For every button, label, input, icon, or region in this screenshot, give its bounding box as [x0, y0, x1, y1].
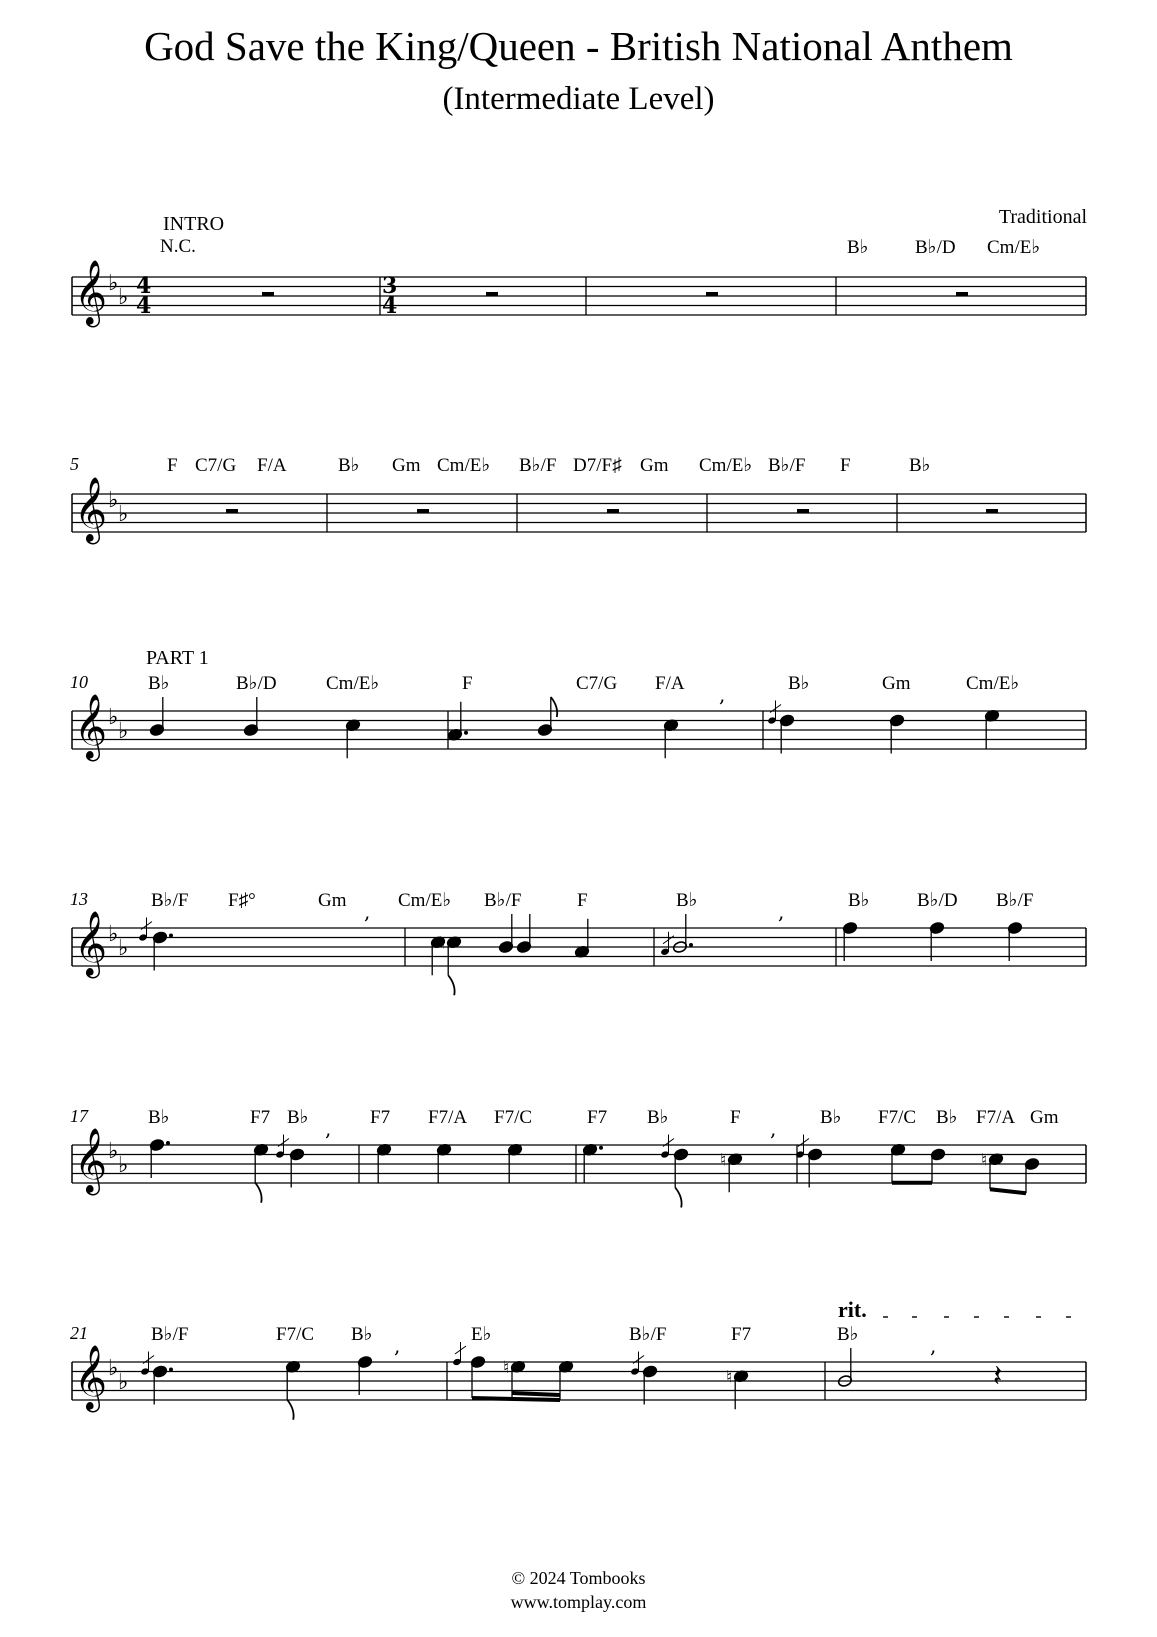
flat-icon: ♭	[108, 705, 119, 730]
ritardando-marker: rit.	[838, 1297, 867, 1322]
treble-clef-icon: 𝄞	[74, 1345, 108, 1410]
flat-icon: ♭	[118, 936, 129, 961]
chord-symbol: F	[577, 890, 588, 911]
flat-icon: ♭	[118, 719, 129, 744]
note-flag	[287, 1400, 293, 1420]
chord-symbol: B♭/F	[768, 455, 806, 476]
chord-symbol: B♭/D	[917, 890, 958, 911]
natural-icon: ♮	[726, 1367, 733, 1388]
whole-rest-icon	[986, 509, 998, 513]
chord-symbol: B♭	[351, 1324, 373, 1345]
chord-symbol: B♭	[820, 1107, 842, 1128]
measure-number: 17	[70, 1106, 88, 1126]
natural-icon: ♮	[720, 1150, 727, 1171]
dot	[169, 1368, 173, 1372]
breath-mark: ,	[770, 1116, 777, 1141]
breath-mark: ,	[394, 1333, 401, 1358]
chord-symbol: B♭	[647, 1107, 669, 1128]
chord-symbol: F7/A	[428, 1107, 468, 1128]
chord-symbol: B♭	[338, 455, 360, 476]
dot	[599, 1146, 603, 1150]
chord-symbol: Cm/E♭	[398, 890, 452, 911]
dot	[464, 731, 468, 735]
chord-symbol: C7/G	[576, 673, 618, 694]
treble-clef-icon: 𝄞	[74, 477, 108, 542]
chord-symbol: B♭/F	[519, 455, 557, 476]
flat-icon: ♭	[118, 502, 129, 527]
chord-symbol: Gm	[318, 890, 347, 911]
whole-rest-icon	[956, 292, 968, 296]
treble-clef-icon: 𝄞	[74, 1128, 108, 1193]
flat-icon: ♭	[108, 488, 119, 513]
chord-symbol: Cm/E♭	[987, 237, 1041, 258]
intro-marker: INTRO	[163, 213, 225, 235]
chord-symbol: E♭	[471, 1324, 492, 1345]
whole-rest-icon	[706, 292, 718, 296]
chord-symbol: F	[840, 455, 851, 476]
breath-mark: ,	[778, 899, 785, 924]
breath-mark: ,	[325, 1116, 332, 1141]
chord-symbol: F7	[587, 1107, 608, 1128]
breath-mark: ,	[719, 682, 726, 707]
chord-symbol: Gm	[640, 455, 669, 476]
chord-symbol: Cm/E♭	[326, 673, 380, 694]
flat-icon: ♭	[118, 285, 129, 310]
whole-rest-icon	[486, 292, 498, 296]
chord-symbol: F♯°	[228, 890, 256, 911]
note-flag	[675, 1188, 681, 1208]
chord-symbol: B♭	[148, 673, 170, 694]
treble-clef-icon: 𝄞	[74, 260, 108, 325]
chord-symbol: B♭/D	[236, 673, 277, 694]
flat-icon: ♭	[108, 271, 119, 296]
chord-symbol: B♭	[848, 890, 870, 911]
chord-symbol: F	[462, 673, 473, 694]
note-flag	[551, 697, 557, 717]
natural-icon: ♮	[503, 1357, 510, 1378]
beam	[990, 1189, 1026, 1193]
whole-rest-icon	[417, 509, 429, 513]
chord-symbol: F7	[731, 1324, 752, 1345]
chord-symbol: B♭/F	[151, 1324, 189, 1345]
chord-symbol: F7/C	[878, 1107, 917, 1128]
chord-symbol: B♭	[936, 1107, 958, 1128]
chord-symbol: Cm/E♭	[437, 455, 491, 476]
chord-symbol: Gm	[392, 455, 421, 476]
dot	[166, 1141, 170, 1145]
chord-symbol: B♭	[847, 237, 869, 258]
flat-icon: ♭	[108, 922, 119, 947]
copyright-notice: © 2024 Tombooks	[511, 1568, 646, 1588]
chord-symbol: F7/A	[976, 1107, 1016, 1128]
chord-symbol: Gm	[882, 673, 911, 694]
flat-icon: ♭	[118, 1370, 129, 1395]
chord-symbol: B♭	[788, 673, 810, 694]
treble-clef-icon: 𝄞	[74, 694, 108, 759]
beam	[472, 1398, 560, 1400]
chord-symbol: C7/G	[195, 455, 237, 476]
flat-icon: ♭	[108, 1139, 119, 1164]
note-flag	[255, 1183, 261, 1203]
chord-symbol: B♭	[676, 890, 698, 911]
note-flag	[448, 975, 454, 995]
natural-icon: ♮	[981, 1150, 988, 1171]
chord-symbol: B♭	[148, 1107, 170, 1128]
chord-symbol: Cm/E♭	[966, 673, 1020, 694]
part1-marker: PART 1	[146, 647, 209, 669]
dot	[169, 934, 173, 938]
chord-symbol: F	[730, 1107, 741, 1128]
time-sig-bottom: 4	[382, 293, 398, 319]
chord-symbol: F	[167, 455, 178, 476]
chord-symbol: B♭/F	[484, 890, 522, 911]
score-subtitle: (Intermediate Level)	[442, 81, 715, 117]
breath-mark: ,	[364, 899, 371, 924]
flat-icon: ♭	[118, 1153, 129, 1178]
whole-rest-icon	[797, 509, 809, 513]
no-chord-symbol: N.C.	[160, 236, 196, 257]
chord-symbol: B♭/D	[915, 237, 956, 258]
chord-symbol: F/A	[257, 455, 287, 476]
measure-number: 10	[70, 672, 88, 692]
measure-number: 5	[70, 454, 79, 474]
chord-symbol: F7/C	[494, 1107, 533, 1128]
website-link[interactable]: www.tomplay.com	[510, 1592, 647, 1612]
time-sig-top: 4	[136, 273, 152, 299]
time-sig-bottom: 4	[136, 293, 152, 319]
chord-symbol: F/A	[655, 673, 685, 694]
chord-symbol: D7/F♯	[573, 455, 622, 476]
whole-rest-icon	[262, 292, 274, 296]
dot	[689, 943, 693, 947]
chord-symbol: B♭	[909, 455, 931, 476]
time-sig-top: 3	[382, 273, 398, 299]
score-title: God Save the King/Queen - British National Anthem	[144, 23, 1013, 69]
breath-mark: ,	[930, 1333, 937, 1358]
chord-symbol: B♭	[287, 1107, 309, 1128]
chord-symbol: Gm	[1030, 1107, 1059, 1128]
chord-symbol: B♭/F	[629, 1324, 667, 1345]
chord-symbol: B♭	[837, 1324, 859, 1345]
chord-symbol: F7/C	[276, 1324, 315, 1345]
whole-rest-icon	[607, 509, 619, 513]
chord-symbol: Cm/E♭	[699, 455, 753, 476]
composer-credit: Traditional	[998, 206, 1087, 228]
whole-rest-icon	[226, 509, 238, 513]
treble-clef-icon: 𝄞	[74, 911, 108, 976]
measure-number: 21	[70, 1323, 88, 1343]
chord-symbol: B♭/F	[151, 890, 189, 911]
quarter-rest-icon: 𝄽	[993, 1358, 1003, 1394]
measure-number: 13	[70, 889, 88, 909]
flat-icon: ♭	[108, 1356, 119, 1381]
chord-symbol: F7	[250, 1107, 271, 1128]
beam	[512, 1393, 560, 1395]
chord-symbol: F7	[370, 1107, 391, 1128]
chord-symbol: B♭/F	[996, 890, 1034, 911]
